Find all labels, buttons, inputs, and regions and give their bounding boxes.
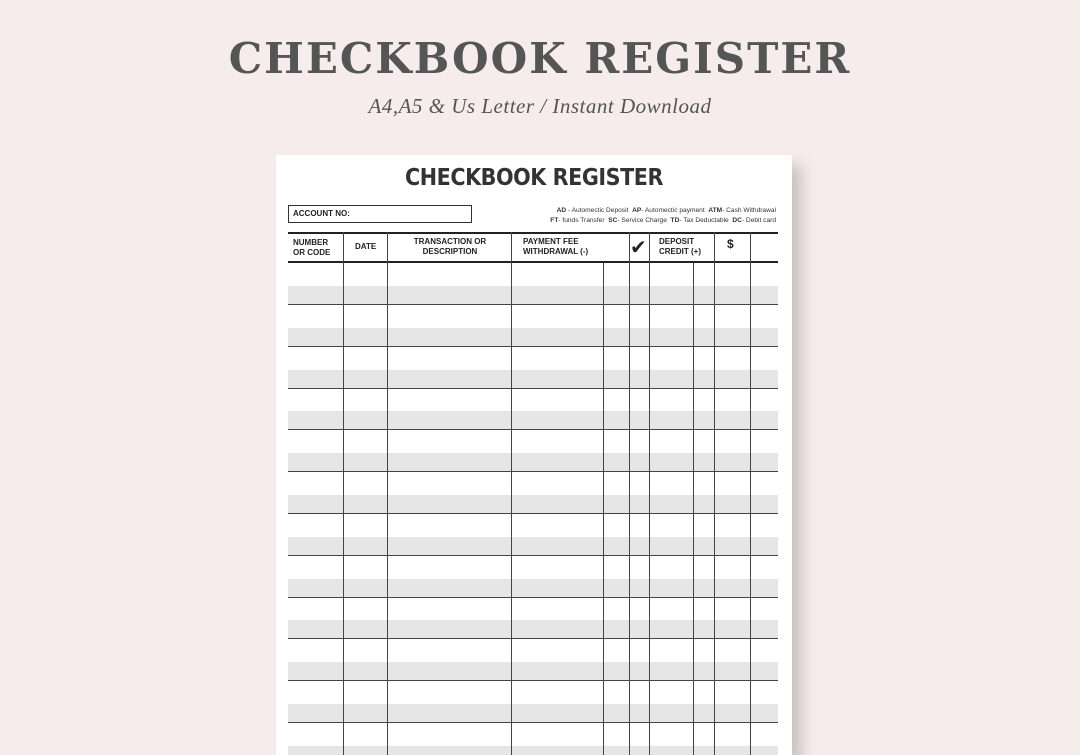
- entry-row-stripe: [288, 537, 778, 555]
- legend-code: TD: [670, 217, 680, 224]
- legend-line-1: [476, 206, 776, 216]
- table-header-rule: [288, 261, 778, 263]
- banner-subtitle: A4,A5 & Us Letter / Instant Download: [368, 94, 712, 118]
- legend-code: AP: [632, 207, 642, 214]
- legend-text: - Automectic payment: [641, 207, 705, 214]
- entry-row-line: [288, 555, 778, 556]
- legend-text: - Service Charge: [617, 217, 667, 224]
- account-label: ACCOUNT NO:: [293, 209, 350, 218]
- entry-row-line: [288, 471, 778, 472]
- legend-text: - Tax Deductable: [679, 217, 729, 224]
- entry-row-line: [288, 680, 778, 681]
- entry-row-stripe: [288, 328, 778, 346]
- entry-row-line: [288, 429, 778, 430]
- register-sheet: [276, 155, 792, 755]
- code-legend: [476, 206, 776, 226]
- entry-row-line: [288, 597, 778, 598]
- entry-row-stripe: [288, 704, 778, 722]
- sheet-title: CHECKBOOK REGISTER: [405, 165, 663, 191]
- account-number-field[interactable]: [288, 205, 472, 223]
- col-header-payment: PAYMENT FEE WITHDRAWAL (-): [523, 237, 589, 256]
- column-divider: [511, 232, 512, 755]
- legend-line-2: [476, 216, 776, 226]
- register-table: [288, 232, 778, 755]
- legend-code: DC: [732, 217, 742, 224]
- table-top-rule: [288, 232, 778, 234]
- legend-text: - Debit card: [741, 217, 776, 224]
- sub-column-divider: [693, 263, 694, 755]
- entry-row-stripe: [288, 495, 778, 513]
- entry-row-line: [288, 304, 778, 305]
- entry-row-line: [288, 346, 778, 347]
- legend-text: - Cash Withdrawal: [722, 207, 776, 214]
- legend-code: SC: [608, 217, 618, 224]
- entry-row-stripe: [288, 746, 778, 755]
- column-divider: [750, 232, 751, 755]
- entry-row-line: [288, 722, 778, 723]
- column-divider: [714, 232, 715, 755]
- entry-row-line: [288, 638, 778, 639]
- entry-row-stripe: [288, 286, 778, 304]
- column-divider: [343, 232, 344, 755]
- column-divider: [649, 232, 650, 755]
- legend-code: FT: [550, 217, 559, 224]
- entry-row-stripe: [288, 411, 778, 429]
- legend-text: - funds Transfer: [558, 217, 605, 224]
- col-header-date: DATE: [355, 242, 377, 251]
- col-header-transaction: TRANSACTION OR DESCRIPTION: [413, 237, 487, 256]
- sub-column-divider: [603, 263, 604, 755]
- entry-row-line: [288, 388, 778, 389]
- entry-row-stripe: [288, 662, 778, 680]
- col-header-deposit: DEPOSIT CREDIT (+): [659, 237, 701, 256]
- legend-code: AD: [556, 207, 567, 214]
- entry-row-stripe: [288, 370, 778, 388]
- column-divider: [387, 232, 388, 755]
- col-header-balance: $: [727, 237, 734, 251]
- col-header-number: NUMBER OR CODE: [293, 238, 331, 257]
- column-divider: [629, 232, 630, 755]
- entry-row-line: [288, 513, 778, 514]
- legend-code: ATM: [708, 207, 723, 214]
- legend-text: - Automectic Deposit: [566, 207, 629, 214]
- entry-row-stripe: [288, 620, 778, 638]
- entry-row-stripe: [288, 579, 778, 597]
- entry-row-stripe: [288, 453, 778, 471]
- banner-title: CHECKBOOK REGISTER: [228, 34, 852, 83]
- checkmark-icon: ✔: [630, 237, 647, 259]
